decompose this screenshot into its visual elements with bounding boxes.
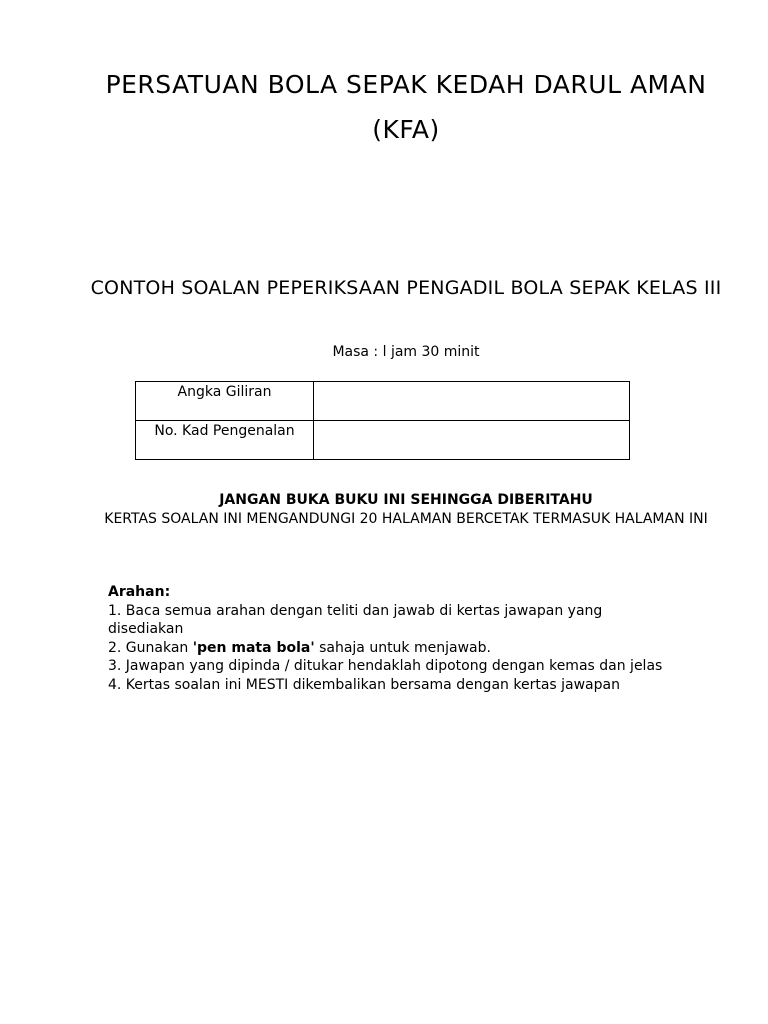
instruction-item-2-prefix: 2. Gunakan: [108, 639, 193, 656]
index-number-label: Angka Giliran: [136, 382, 314, 421]
page-count-notice: KERTAS SOALAN INI MENGANDUNGI 20 HALAMAN BERCETAK TERMASUK HALAMAN INI: [104, 511, 708, 527]
ic-number-label: No. Kad Pengenalan: [136, 421, 314, 460]
candidate-info-table: [135, 381, 630, 460]
instruction-item-2-suffix: sahaja untuk menjawab.: [314, 639, 491, 656]
document-title-line1: PERSATUAN BOLA SEPAK KEDAH DARUL AMAN: [105, 70, 707, 99]
instructions-heading: Arahan:: [108, 584, 171, 600]
instruction-item-2: [108, 639, 728, 658]
document-title-line2: (KFA): [372, 115, 440, 144]
instruction-item-4: 4. Kertas soalan ini MESTI dikembalikan bersama dengan kertas jawapan: [108, 676, 620, 693]
table-row: [136, 382, 630, 421]
index-number-field[interactable]: [314, 382, 630, 421]
instructions-section: [108, 583, 728, 694]
instruction-item-2-emphasis: 'pen mata bola': [192, 639, 315, 656]
table-row: [136, 421, 630, 460]
instruction-item-3: 3. Jawapan yang dipinda / ditukar hendaklah dipotong dengan kemas dan jelas: [108, 658, 663, 674]
ic-number-field[interactable]: [314, 421, 630, 460]
exam-duration: Masa : l jam 30 minit: [332, 344, 480, 360]
instruction-item-1-continued: disediakan: [108, 621, 184, 637]
instruction-item-1: 1. Baca semua arahan dengan teliti dan jawab di kertas jawapan yang: [108, 602, 603, 619]
do-not-open-warning: JANGAN BUKA BUKU INI SEHINGGA DIBERITAHU: [219, 492, 593, 508]
exam-subtitle: CONTOH SOALAN PEPERIKSAAN PENGADIL BOLA SEPAK KELAS III: [90, 277, 722, 299]
